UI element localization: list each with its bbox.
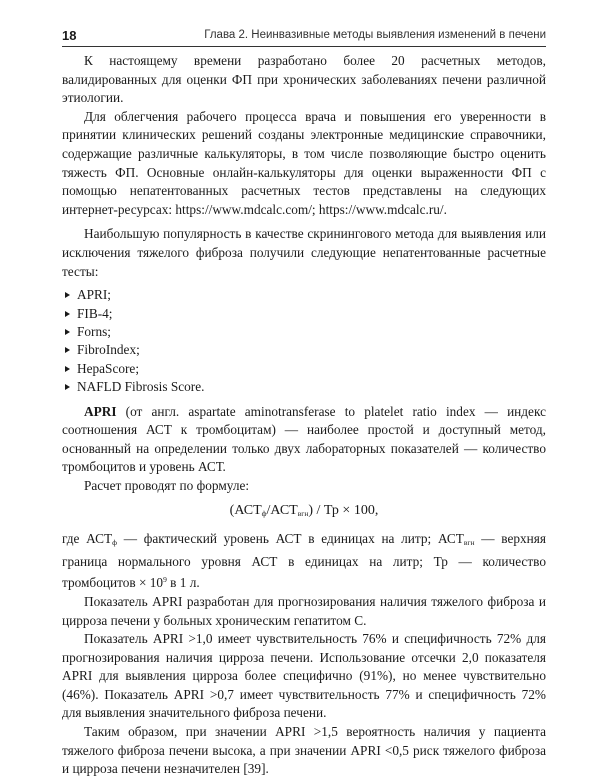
apri-formula: $(АСТ_ф/АСТ_{вгн})$ / Тр × 100,	[229, 502, 379, 518]
chapter-title: Глава 2. Неинвазивные методы выявления изменений в печени	[204, 29, 546, 41]
list-item: APRI;	[64, 286, 546, 304]
triangle-bullet-icon	[65, 347, 70, 353]
formula-legend: где $АСТ_ф$ — фактический уровень АСТ в единицах на литр; $АСТ_{вгн}$ — верхняя граница нормального уровня АСТ в единицах на литр; Тр — количество тромбоцитов × $10^9$ в 1 л.	[62, 531, 546, 591]
list-item: NAFLD Fibrosis Score.	[64, 378, 546, 396]
paragraph-calculators: Для облегчения рабочего процесса врача и повышения его уверенности в принятии клинических решений созданы электронные медицинские справочники, содержащие различные калькуляторы, в том числе позволяющие быстро оценить тяжесть ФП. Основные онлайн-калькуляторы для оценки выраженности ФП с помощью непатентованных расчетных тестов представлены на следующих интернет-ресурсах: https://www.mdcalc.com/; https://www.mdcalc.ru/.	[62, 108, 546, 217]
list-item: FibroIndex;	[64, 341, 546, 359]
triangle-bullet-icon	[65, 384, 70, 390]
formula-intro: Расчет проводят по формуле:	[84, 477, 250, 493]
paragraph-apri-performance: Показатель APRI >1,0 имеет чувствительность 76% и специфичность 72% для прогнозирования наличия цирроза печени. Использование отсечки 2,0 показателя APRI для выявления цирроза более специфично (91%), но менее чувствительно (46%). Показатель APRI >0,7 имеет чувствительность 77% и специфичность 72% для выявления значительного фиброза печени.	[62, 631, 546, 721]
list-item: Forns;	[64, 323, 546, 341]
paragraph-apri-definition: APRI (от англ. aspartate aminotransferase to platelet ratio index — индекс соотношения АСТ к тромбоцитам) — наиболее простой и доступный метод, основанный на определении только двух лабораторных показателей — количество тромбоцитов и уровень АСТ.	[62, 403, 546, 475]
paragraph-popular-tests: Наибольшую популярность в качестве скринингового метода для выявления или исключения тяжелого фиброза получили следующие непатентованные расчетные тесты:	[62, 226, 546, 279]
page-number: 18	[62, 28, 77, 43]
triangle-bullet-icon	[65, 366, 70, 372]
running-header	[62, 28, 546, 47]
apri-term: APRI	[84, 403, 117, 419]
tests-list	[62, 286, 546, 396]
page-body	[62, 52, 546, 779]
triangle-bullet-icon	[65, 311, 70, 317]
paragraph-apri-purpose: Показатель APRI разработан для прогнозирования наличия тяжелого фиброза и цирроза печени у больных хроническим гепатитом С.	[62, 593, 546, 628]
list-item: HepaScore;	[64, 360, 546, 378]
list-item: FIB-4;	[64, 305, 546, 323]
paragraph-conclusion: Таким образом, при значении APRI >1,5 вероятность наличия у пациента тяжелого фиброза печени высока, а при значении APRI <0,5 риск тяжелого фиброза и цирроза печени незначителен [39].	[62, 724, 546, 777]
triangle-bullet-icon	[65, 292, 70, 298]
paragraph-intro: К настоящему времени разработано более 20 расчетных методов, валидированных для оценки ФП при хронических заболеваниях печени различной этиологии.	[62, 53, 546, 106]
triangle-bullet-icon	[65, 329, 70, 335]
